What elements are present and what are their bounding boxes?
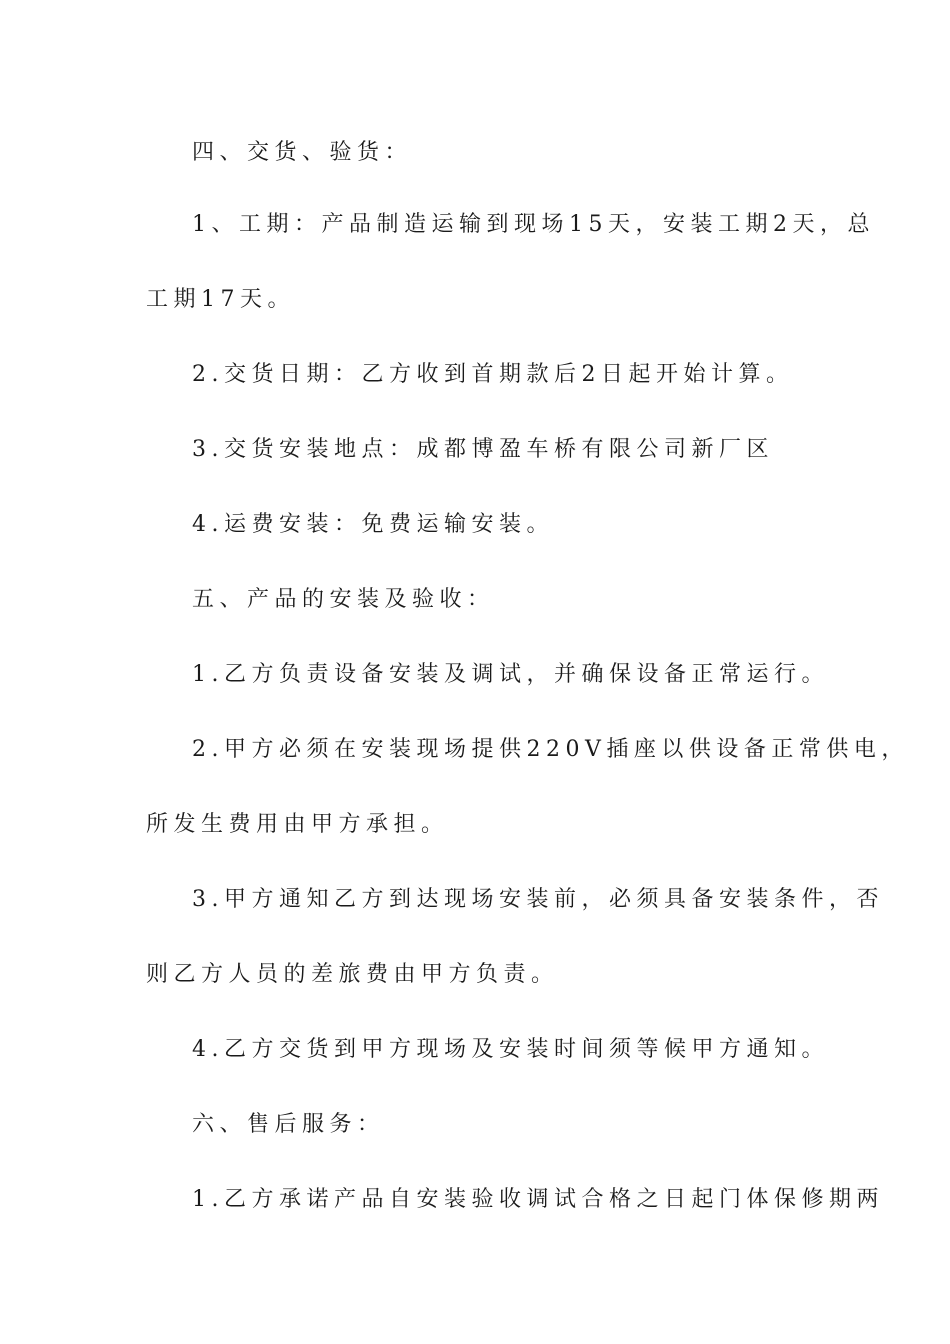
paragraph-installation-1: 1.乙方负责设备安装及调试，并确保设备正常运行。	[192, 662, 829, 687]
paragraph-schedule-continued: 工期17天。	[146, 287, 295, 312]
paragraph-installation-3: 3.甲方通知乙方到达现场安装前，必须具备安装条件，否	[192, 887, 884, 912]
section-heading-installation: 五、产品的安装及验收：	[192, 587, 495, 612]
paragraph-delivery-date: 2.交货日期：乙方收到首期款后2日起开始计算。	[192, 362, 794, 387]
paragraph-installation-2: 2.甲方必须在安装现场提供220V插座以供设备正常供电，	[192, 737, 909, 762]
paragraph-installation-4: 4.乙方交货到甲方现场及安装时间须等候甲方通知。	[192, 1037, 829, 1062]
paragraph-installation-2-continued: 所发生费用由甲方承担。	[146, 812, 449, 837]
section-heading-delivery: 四、交货、验货：	[192, 140, 413, 165]
paragraph-after-sales-1: 1.乙方承诺产品自安装验收调试合格之日起门体保修期两	[192, 1187, 884, 1212]
paragraph-delivery-location: 3.交货安装地点：成都博盈车桥有限公司新厂区	[192, 437, 774, 462]
section-heading-after-sales: 六、售后服务：	[192, 1112, 385, 1137]
paragraph-installation-3-continued: 则乙方人员的差旅费由甲方负责。	[146, 962, 559, 987]
paragraph-schedule: 1、工期：产品制造运输到现场15天，安装工期2天，总	[192, 212, 875, 237]
paragraph-freight: 4.运费安装：免费运输安装。	[192, 512, 554, 537]
